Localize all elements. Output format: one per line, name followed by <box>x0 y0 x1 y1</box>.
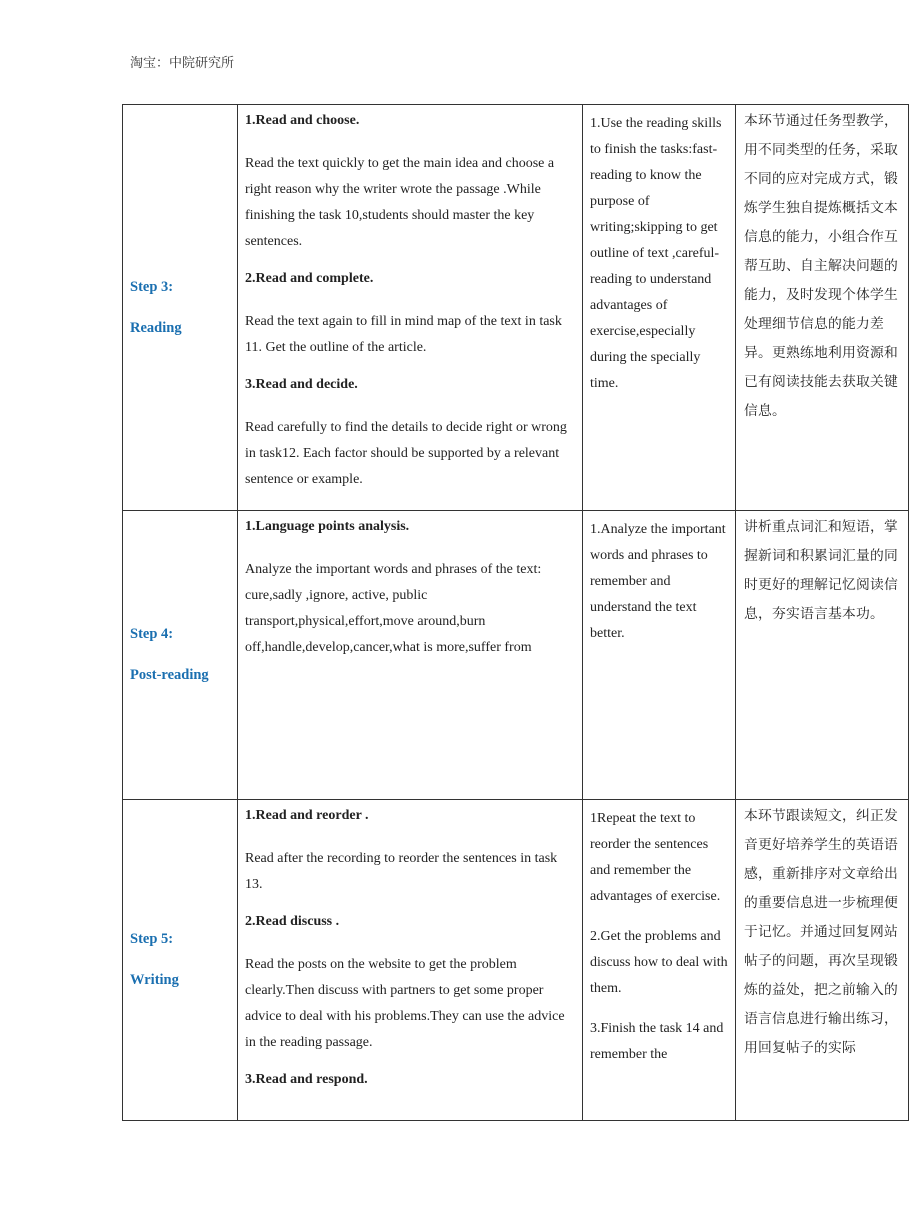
aim-text: 2.Get the problems and discuss how to deal with them. <box>590 929 728 996</box>
activity-heading: 2.Read discuss . <box>245 914 340 929</box>
activity-heading: 1.Language points analysis. <box>245 519 410 534</box>
activity-text: Read the text quickly to get the main idea and choose a right reason why the writer wrote the passage .While finishing the task 10,students should master the key sentences. <box>245 156 555 249</box>
activity-heading: 2.Read and complete. <box>245 271 374 286</box>
table-row <box>123 105 909 511</box>
table-row <box>123 511 909 800</box>
aim-text: 3.Finish the task 14 and remember the <box>590 1021 724 1062</box>
table-row <box>123 800 909 1121</box>
step-cell <box>123 511 238 800</box>
aim-cell <box>583 105 736 511</box>
step-cell <box>123 105 238 511</box>
aim-cell <box>583 511 736 800</box>
lesson-plan-table <box>122 104 909 1121</box>
page-header: 淘宝：中院研究所 <box>130 56 235 71</box>
intent-text: 本环节通过任务型教学，用不同类型的任务，采取不同的应对完成方式，锻炼学生独自提炼概括文本信息的能力，小组合作互帮互助、自主解决问题的能力，及时发现个体学生处理细节信息的能力差异。更熟练地利用资源和已有阅读技能去获取关键信息。 <box>744 113 898 419</box>
intent-cell <box>736 105 909 511</box>
aim-text: 1Repeat the text to reorder the sentences and remember the advantages of exercise. <box>590 811 721 904</box>
activity-heading: 1.Read and reorder . <box>245 808 369 823</box>
step-stage: Writing <box>130 972 179 988</box>
activity-cell <box>238 105 583 511</box>
step-number: Step 5: <box>130 931 174 947</box>
intent-text: 讲析重点词汇和短语，掌握新词和积累词汇量的同时更好的理解记忆阅读信息，夯实语言基本功。 <box>744 519 898 622</box>
step-stage: Reading <box>130 319 182 336</box>
step-cell <box>123 800 238 1121</box>
activity-heading: 3.Read and decide. <box>245 377 358 392</box>
activity-text: Read carefully to find the details to decide right or wrong in task12. Each factor should be supported by a relevant sentence or example. <box>245 420 567 487</box>
activity-cell <box>238 800 583 1121</box>
intent-cell <box>736 511 909 800</box>
aim-cell <box>583 800 736 1121</box>
activity-text: Analyze the important words and phrases of the text: cure,sadly ,ignore, active, public transport,physical,effort,move around,burn off,handle,develop,cancer,what is more,suffer from <box>245 562 542 655</box>
step-number: Step 3: <box>130 278 174 295</box>
aim-text: 1.Use the reading skills to finish the tasks:fast-reading to know the purpose of writing;skipping to get outline of text ,careful-reading to understand advantages of exercise,especially during the specially time. <box>590 116 722 391</box>
step-stage: Post-reading <box>130 667 209 683</box>
activity-heading: 3.Read and respond. <box>245 1072 368 1087</box>
intent-cell <box>736 800 909 1121</box>
activity-text: Read the text again to fill in mind map of the text in task 11. Get the outline of the article. <box>245 314 562 355</box>
aim-text: 1.Analyze the important words and phrases to remember and understand the text better. <box>590 522 726 641</box>
step-number: Step 4: <box>130 626 174 642</box>
activity-text: Read after the recording to reorder the sentences in task 13. <box>245 851 558 892</box>
intent-text: 本环节跟读短文，纠正发音更好培养学生的英语语感，重新排序对文章给出的重要信息进一步梳理便于记忆。并通过回复网站帖子的问题，再次呈现锻炼的益处，把之前输入的语言信息进行输出练习，用回复帖子的实际 <box>744 808 898 1056</box>
activity-heading: 1.Read and choose. <box>245 113 360 128</box>
activity-text: Read the posts on the website to get the problem clearly.Then discuss with partners to get some proper advice to deal with his problems.They can use the advice in the reading passage. <box>245 957 565 1050</box>
activity-cell <box>238 511 583 800</box>
